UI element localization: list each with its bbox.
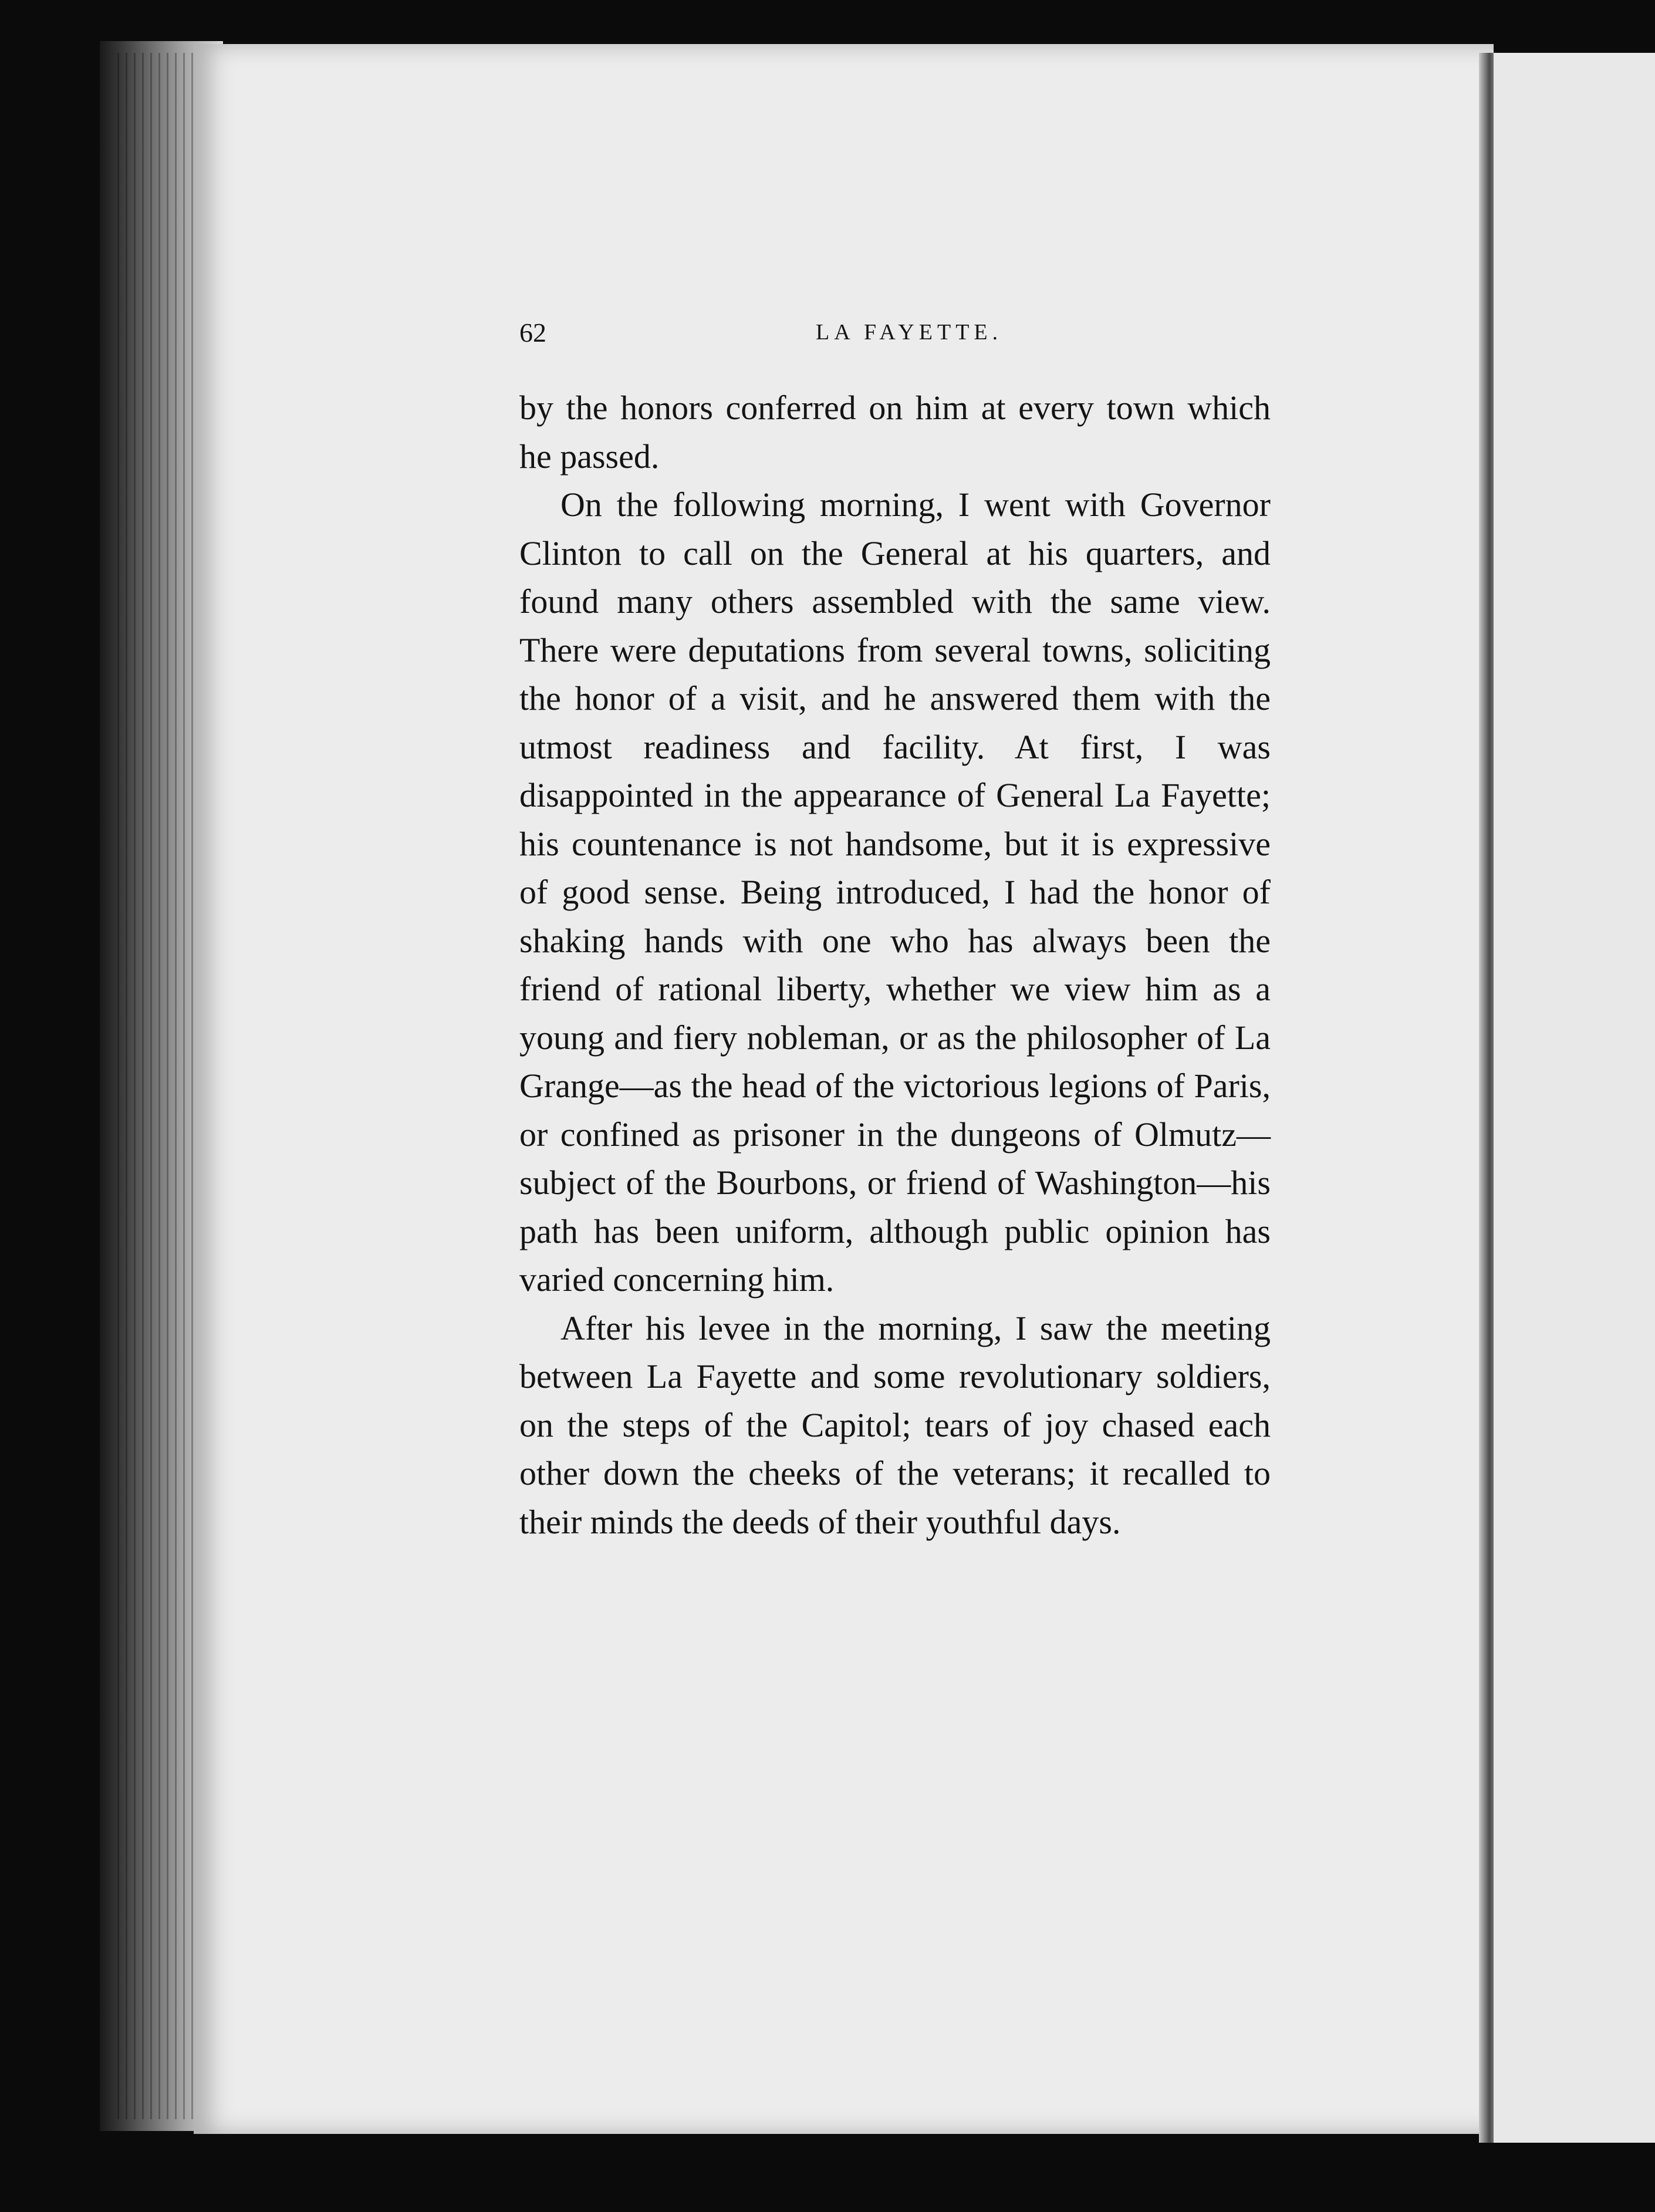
paragraph: On the following morning, I went with Governor Clinton to call on the General at his quarters, and found many others assembled with the same view. There were deputations from several towns, soliciting the honor of a visit, and he answered them with the utmost readiness and facility. At first, I was disappointed in the appearance of General La Fayette; his countenance is not handsome, but it is expressive of good sense. Being introduced, I had the honor of shaking hands with one who has always been the friend of rational liberty, whether we view him as a young and fiery nobleman, or as the philosopher of La Grange—as the head of the victorious legions of Paris, or confined as prisoner in the dungeons of Olmutz—subject of the Bourbons, or friend of Washington—his path has been uniform, although public opinion has varied concerning him. xyxy=(519,485,1271,1299)
page-number: 62 xyxy=(519,318,546,348)
paragraph: After his levee in the morning, I saw the meeting between La Fayette and some revolutionary soldiers, on the steps of the Capitol; tears of joy chased each other down the cheeks of the veterans; it recalled to their minds the deeds of their youthful days. xyxy=(519,1309,1271,1541)
facing-page-edge xyxy=(1494,53,1655,2143)
running-head-title: LA FAYETTE. xyxy=(816,320,1003,345)
paragraph: by the honors conferred on him at every town which he passed. xyxy=(519,389,1271,476)
running-head xyxy=(519,305,1271,358)
page-text-block xyxy=(519,305,1271,1546)
body-text xyxy=(519,384,1271,1546)
